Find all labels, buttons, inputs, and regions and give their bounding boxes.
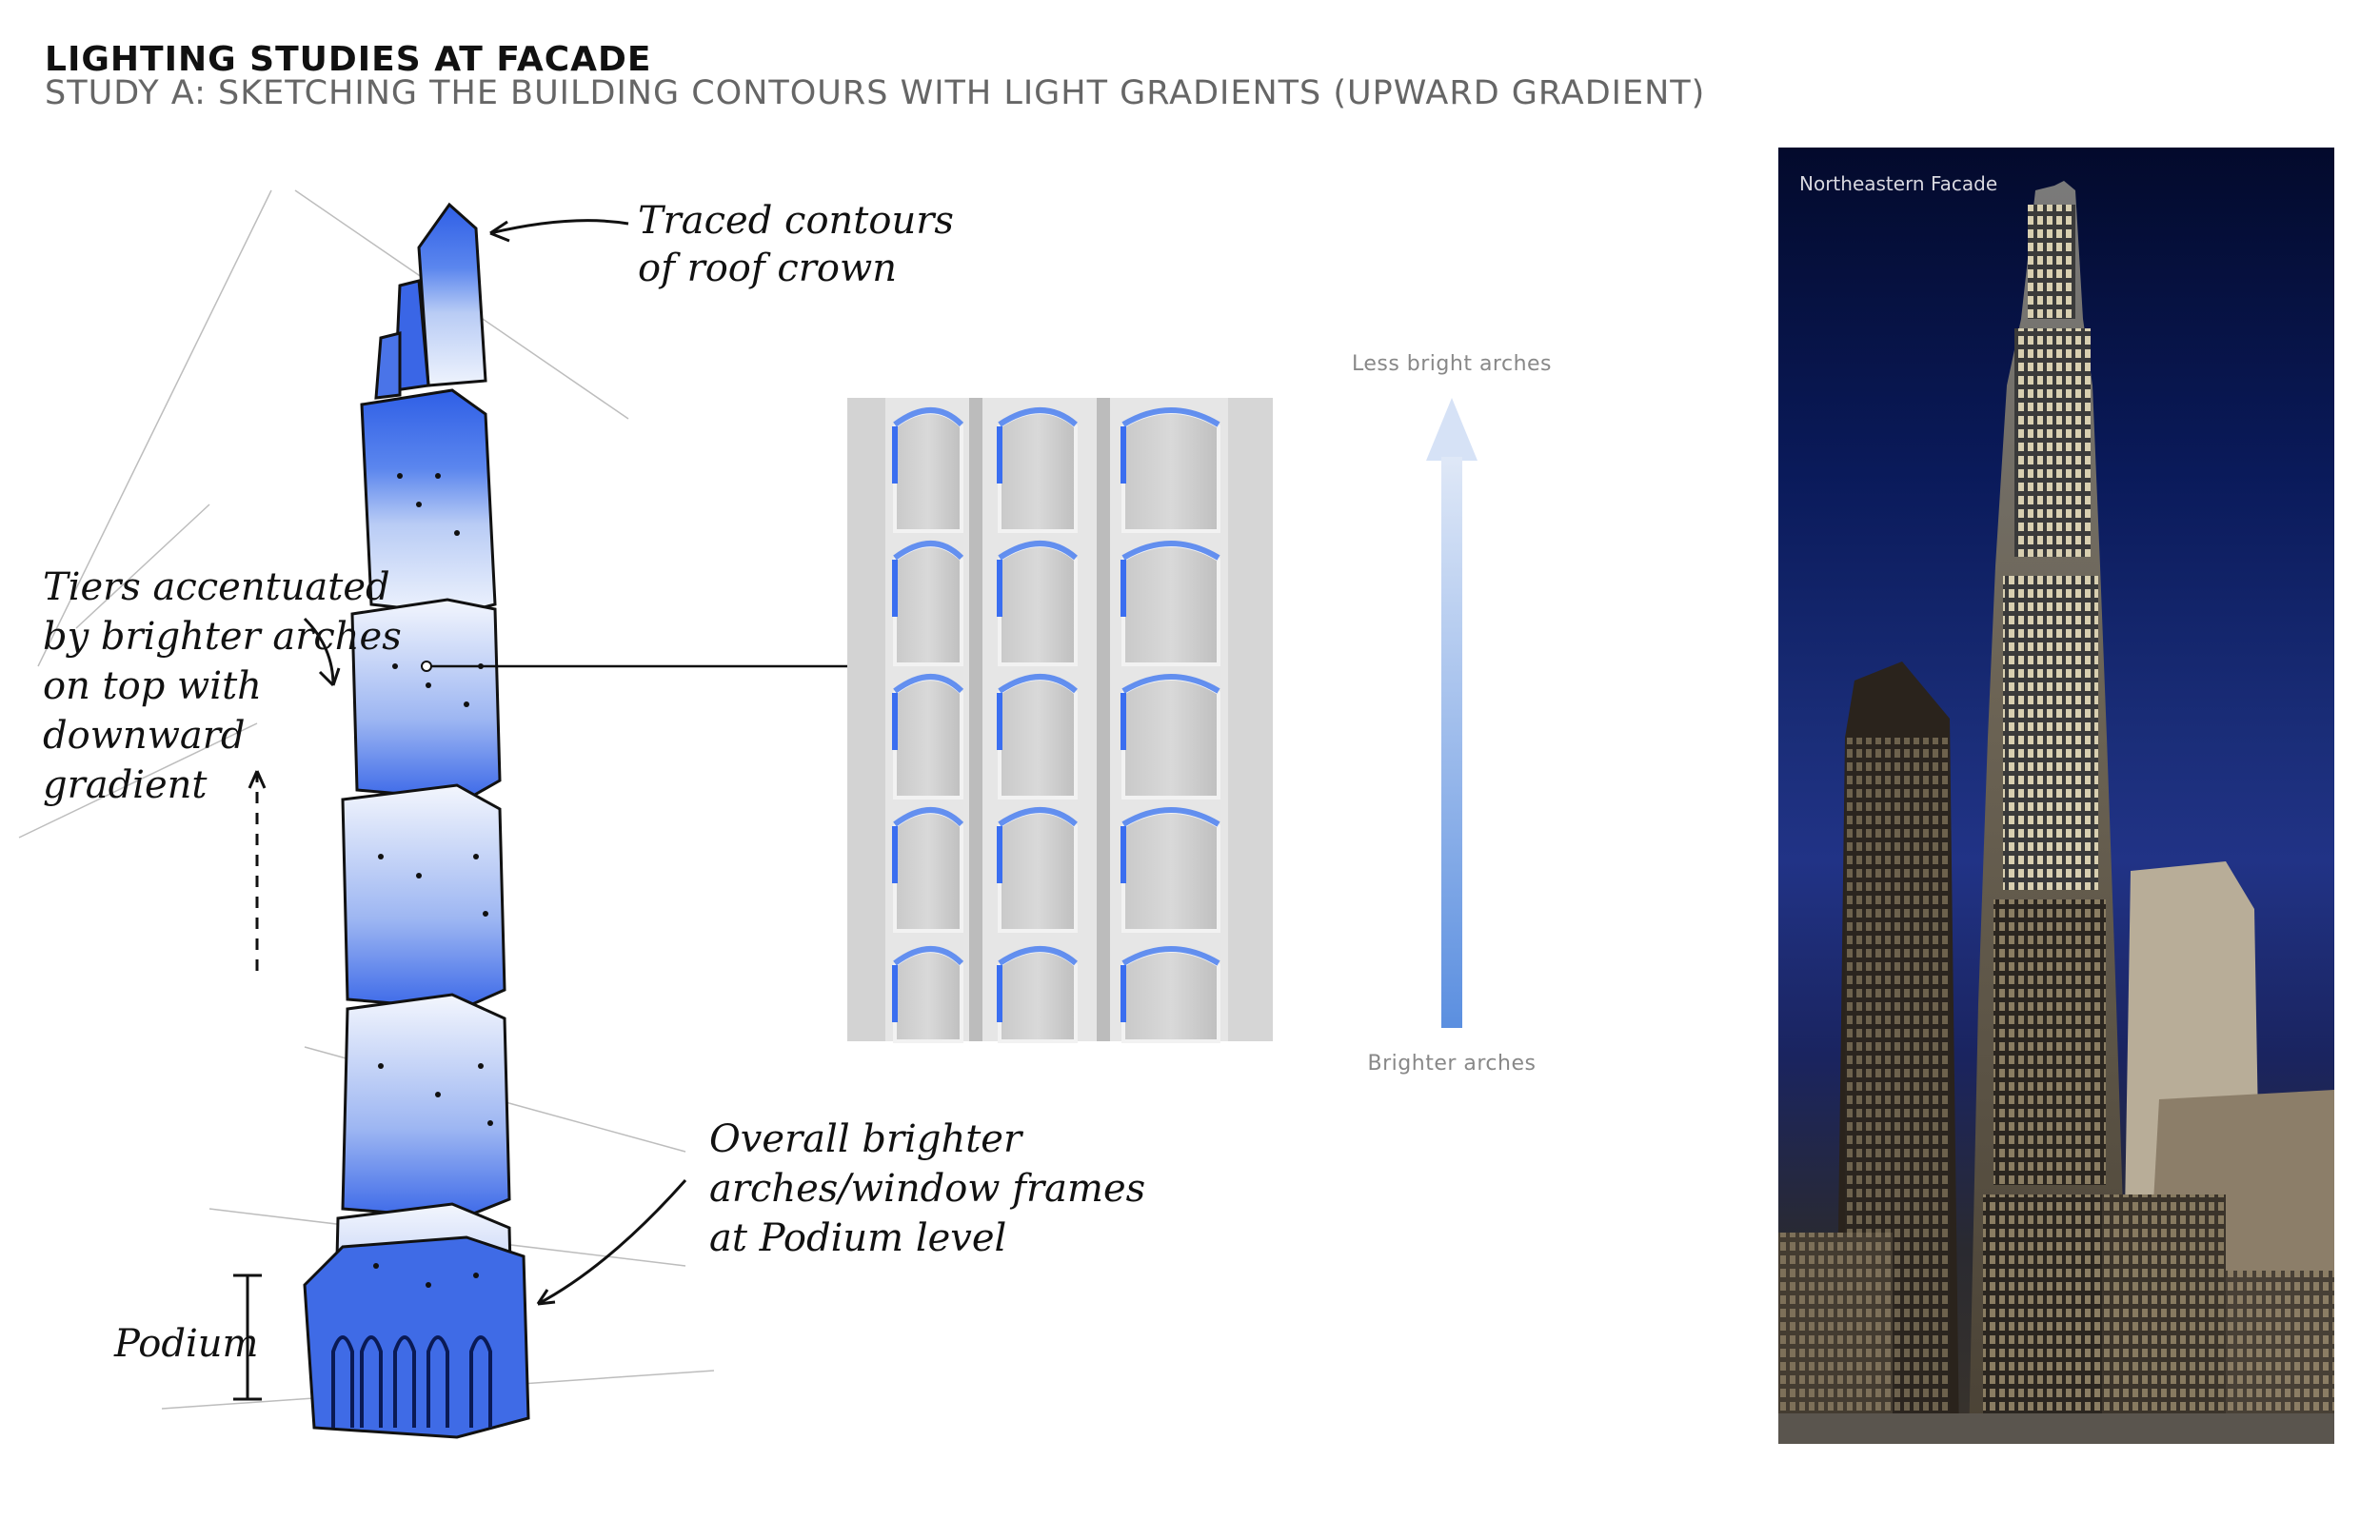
note-tiers-line3: on top with [43,664,262,708]
note-tiers-line1: Tiers accentuated [43,565,390,609]
label-podium: Podium [114,1322,259,1366]
note-tiers-line5: gradient [43,763,208,807]
page-subtitle: STUDY A: SKETCHING THE BUILDING CONTOURS WITH LIGHT GRADIENTS (UPWARD GRADIENT) [45,74,1706,112]
gradient-top-label: Less bright arches [1351,352,1553,376]
note-tiers-line2: by brighter arches [43,615,402,659]
note-crown-line1: Traced contours [638,199,954,243]
note-podium-line2: arches/window frames [709,1167,1146,1211]
note-crown-line2: of roof crown [638,247,898,290]
gradient-arrow [1426,398,1478,1028]
gradient-bottom-label: Brighter arches [1367,1052,1537,1076]
note-tiers-line4: downward [43,714,246,758]
northeastern-facade-photo [1778,148,2334,1444]
facade-detail-render [847,398,1273,1041]
note-podium-line1: Overall brighter [709,1117,1022,1161]
note-podium-line3: at Podium level [709,1216,1007,1260]
photo-label: Northeastern Facade [1799,172,1998,195]
page-title: LIGHTING STUDIES AT FACADE [45,40,652,79]
